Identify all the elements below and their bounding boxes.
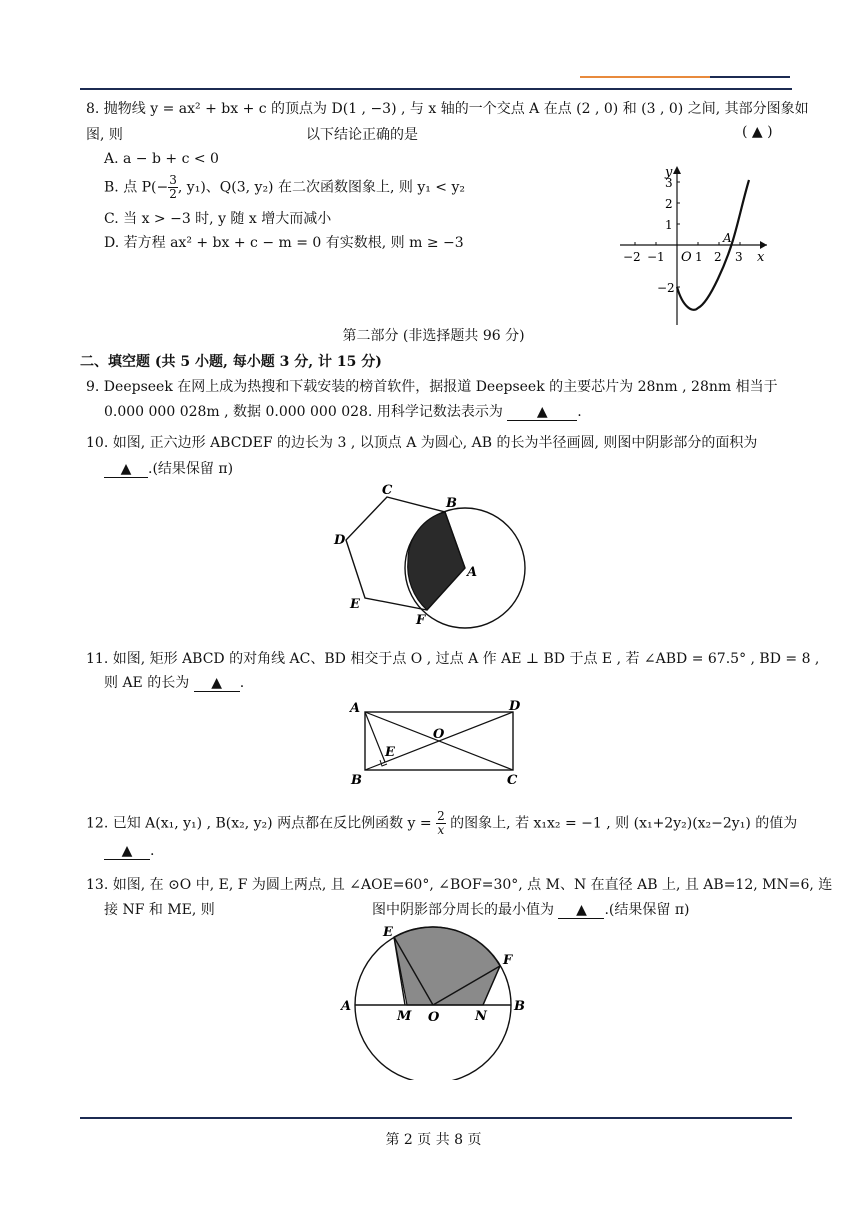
q9-end: .	[577, 404, 582, 420]
x-axis-label: x	[757, 250, 765, 265]
q13-circle-figure	[335, 920, 535, 1080]
x-tick-label: −2	[623, 250, 641, 264]
q8-parabola-graph	[615, 160, 775, 330]
q8-line2a: 图, 则	[86, 127, 123, 143]
q12-end: .	[150, 843, 155, 859]
label-a: A	[467, 565, 478, 580]
q13-line1: 13. 如图, 在 ⊙O 中, E, F 为圆上两点, 且 ∠AOE=60°, ∠BOF=30°, 点 M、N 在直径 AB 上, 且 AB=12, MN=6, 连	[86, 877, 833, 893]
q9-line2	[104, 401, 582, 421]
header-accent-line-dark	[710, 76, 790, 78]
segment-ae	[365, 712, 385, 762]
part2-title: 第二部分 (非选择题共 96 分)	[342, 328, 525, 344]
q11-rectangle-figure	[345, 698, 535, 788]
origin-label: O	[681, 250, 692, 265]
label-b: B	[514, 999, 525, 1014]
fraction-denominator: 2	[169, 187, 177, 201]
label-a: A	[350, 701, 361, 716]
q10-line2	[104, 458, 233, 478]
q8-option-a: A. a − b + c < 0	[104, 151, 219, 167]
label-e: E	[385, 745, 395, 760]
label-f: F	[416, 613, 426, 628]
fraction-numerator: 2	[437, 809, 445, 823]
label-d: D	[334, 533, 346, 548]
x-tick-label: 2	[714, 250, 722, 264]
y-tick-label: 1	[665, 218, 673, 232]
y-axis-label: y	[665, 165, 673, 180]
q11-line1: 11. 如图, 矩形 ABCD 的对角线 AC、BD 相交于点 O , 过点 A 作 AE ⊥ BD 于点 E , 若 ∠ABD = 67.5° , BD = 8 ,	[86, 651, 820, 667]
q8-option-b	[104, 174, 465, 201]
q8-line2b: 以下结论正确的是	[306, 127, 418, 143]
q8-line1: 8. 抛物线 y = ax² + bx + c 的顶点为 D(1 , −3) , 与 x 轴的一个交点 A 在点 (2 , 0) 和 (3 , 0) 之间, 其部分图象如	[86, 101, 809, 117]
q9-line2-text: 0.000 000 028m , 数据 0.000 000 028. 用科学记数法表示为	[104, 404, 503, 420]
q13-line2c: .(结果保留 π)	[604, 902, 690, 918]
q11-line2-text: 则 AE 的长为	[104, 675, 190, 691]
q8-option-b-fraction	[168, 174, 178, 201]
label-m: M	[397, 1009, 412, 1024]
x-tick-label: 1	[695, 250, 703, 264]
q13-answer-blank[interactable]: ▲	[558, 902, 604, 919]
q8-answer-mark: ( ▲ )	[742, 124, 773, 140]
label-o: O	[428, 1010, 440, 1025]
q12-line1	[86, 810, 797, 837]
label-d: D	[509, 699, 521, 714]
header-accent-line	[580, 76, 710, 78]
section2-title: 二、填空题 (共 5 小题, 每小题 3 分, 计 15 分)	[80, 354, 382, 370]
q13-line2b	[372, 899, 689, 919]
header-rule	[80, 88, 792, 90]
x-tick-label: −1	[647, 250, 665, 264]
point-a-label: A	[723, 231, 732, 245]
q11-answer-blank[interactable]: ▲	[194, 675, 240, 692]
label-e: E	[383, 925, 393, 940]
x-tick-label: 3	[735, 250, 743, 264]
label-a: A	[341, 999, 352, 1014]
fraction-denominator: x	[437, 823, 445, 837]
q13-line2b-text: 图中阴影部分周长的最小值为	[372, 902, 554, 918]
q10-hexagon-figure	[330, 480, 540, 640]
q8-option-d: D. 若方程 ax² + bx + c − m = 0 有实数根, 则 m ≥ −3	[104, 235, 464, 251]
q9-line1: 9. Deepseek 在网上成为热搜和下载安装的榜首软件，据报道 Deepseek 的主要芯片为 28nm , 28nm 相当于	[86, 379, 778, 395]
q10-answer-blank[interactable]: ▲	[104, 461, 148, 478]
fraction-numerator: 3	[169, 173, 177, 187]
label-f: F	[503, 953, 513, 968]
label-b: B	[351, 773, 362, 788]
q12-line1-post: 的图象上, 若 x₁x₂ = −1 , 则 (x₁+2y₂)(x₂−2y₁) 的值为	[450, 815, 798, 832]
shaded-region	[408, 512, 465, 610]
label-n: N	[475, 1009, 487, 1024]
label-e: E	[350, 597, 360, 612]
y-tick-label: 2	[665, 197, 673, 211]
q8-option-c: C. 当 x > −3 时, y 随 x 增大而减小	[104, 211, 332, 227]
q10-line2-text: .(结果保留 π)	[148, 461, 234, 477]
page-number: 第 2 页 共 8 页	[385, 1132, 482, 1148]
q12-fraction	[436, 810, 446, 837]
footer-rule	[80, 1117, 792, 1119]
y-tick-label: 3	[665, 176, 673, 190]
q11-line2	[104, 672, 244, 692]
y-axis-arrow-icon	[673, 166, 681, 174]
y-tick-label: −2	[657, 281, 675, 295]
x-axis-arrow-icon	[760, 241, 767, 249]
q12-line1-pre: 12. 已知 A(x₁, y₁) , B(x₂, y₂) 两点都在反比例函数 y =	[86, 815, 432, 832]
label-b: B	[446, 496, 457, 511]
q8-option-b-pre: B. 点 P(−	[104, 179, 169, 196]
label-c: C	[382, 483, 393, 498]
q11-end: .	[239, 675, 245, 691]
q8-option-b-post: , y₁)、Q(3, y₂) 在二次函数图象上, 则 y₁ < y₂	[177, 179, 465, 196]
label-c: C	[507, 773, 518, 788]
q12-answer-blank[interactable]: ▲	[104, 843, 150, 860]
q13-line2a: 接 NF 和 ME, 则	[104, 902, 215, 918]
q12-line2	[104, 843, 154, 860]
q10-line1: 10. 如图, 正六边形 ABCDEF 的边长为 3 , 以顶点 A 为圆心, AB 的长为半径画圆, 则图中阴影部分的面积为	[86, 435, 758, 451]
q9-answer-blank[interactable]: ▲	[507, 404, 577, 421]
label-o: O	[433, 727, 445, 742]
